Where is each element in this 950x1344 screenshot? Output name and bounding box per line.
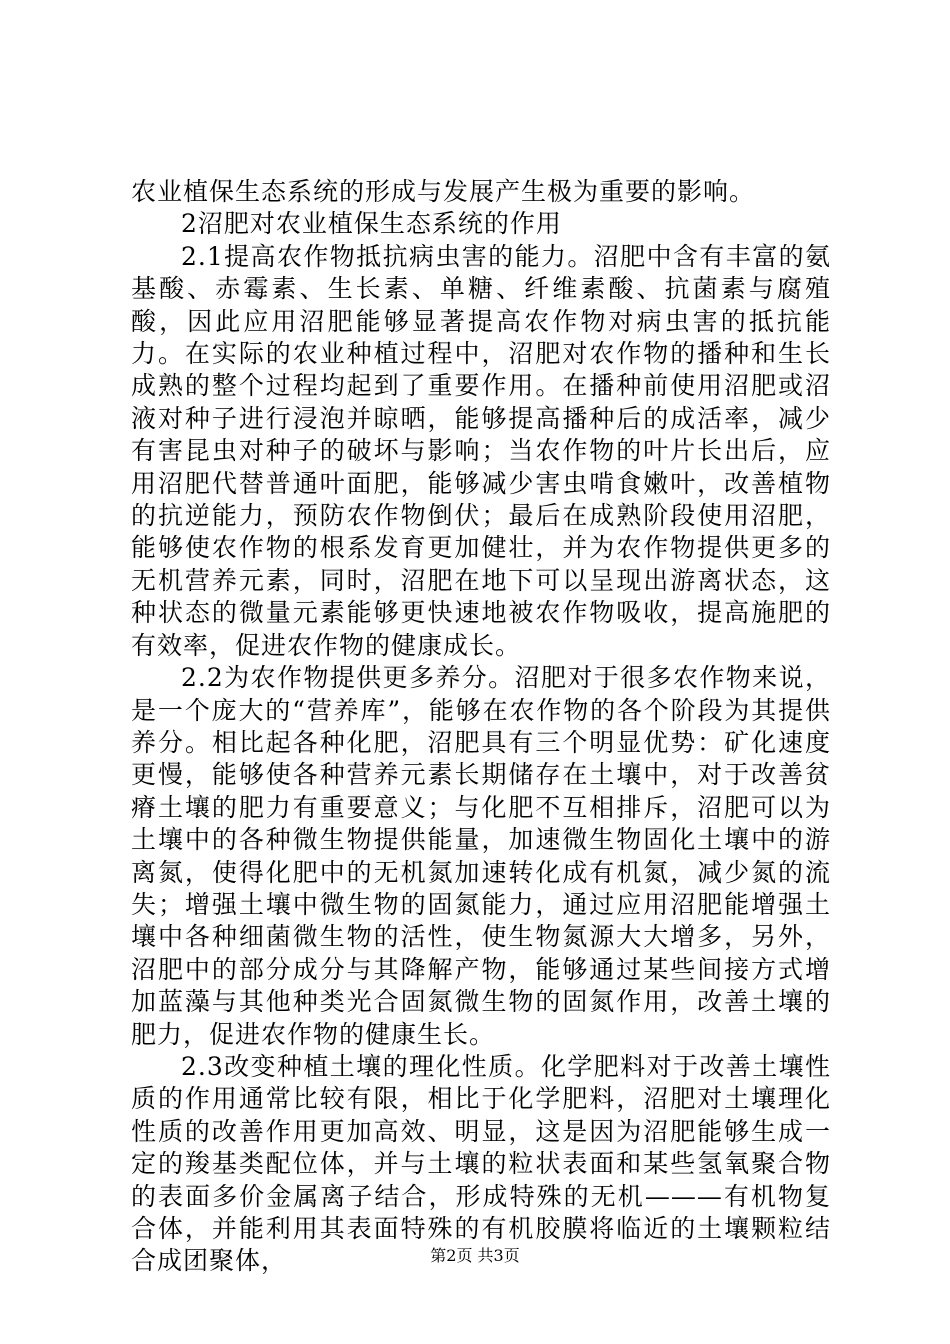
section-heading: 2沼肥对农业植保生态系统的作用: [181, 209, 562, 239]
paragraph-2-1: 2.1提高农作物抵抗病虫害的能力。沼肥中含有丰富的氨基酸、赤霉素、生长素、单糖、纤维素酸、抗菌素与腐殖酸，因此应用沼肥能够显著提高农作物对病虫害的抵抗能力。在实际的农业种植过程中，沼肥对农作物的播种和生长成熟的整个过程均起到了重要作用。在播种前使用沼肥或沼液对种子进行浸泡并晾晒，能够提高播种后的成活率，减少有害昆虫对种子的破坏与影响；当农作物的叶片长出后，应用沼肥代替普通叶面肥，能够减少害虫啃食嫩叶，改善植物的抗逆能力，预防农作物倒伏；最后在成熟阶段使用沼肥，能够使农作物的根系发育更加健壮，并为农作物提供更多的无机营养元素，同时，沼肥在地下可以呈现出游离状态，这种状态的微量元素能够更快速地被农作物吸收，提高施肥的有效率，促进农作物的健康成长。: [131, 241, 831, 660]
paragraph-2-2: 2.2为农作物提供更多养分。沼肥对于很多农作物来说，是一个庞大的“营养库”，能够在农作物的各个阶段为其提供养分。相比起各种化肥，沼肥具有三个明显优势：矿化速度更慢，能够使各种营养元素长期储存在土壤中，对于改善贫瘠土壤的肥力有重要意义；与化肥不互相排斥，沼肥可以为土壤中的各种微生物提供能量，加速微生物固化土壤中的游离氮，使得化肥中的无机氮加速转化成有机氮，减少氮的流失；增强土壤中微生物的固氮能力，通过应用沼肥能增强土壤中各种细菌微生物的活性，使生物氮源大大增多，另外，沼肥中的部分成分与其降解产物，能够通过某些间接方式增加蓝藻与其他种类光合固氮微生物的固氮作用，改善土壤的肥力，促进农作物的健康生长。: [131, 663, 831, 1049]
document-body: [131, 176, 831, 1278]
paragraph-2-3: 2.3改变种植土壤的理化性质。化学肥料对于改善土壤性质的作用通常比较有限，相比于化学肥料，沼肥对土壤理化性质的改善作用更加高效、明显，这是因为沼肥能够生成一定的羧基类配位体，并与土壤的粒状表面和某些氢氧聚合物的表面多价金属离子结合，形成特殊的无机———有机物复合体，并能利用其表面特殊的有机胶膜将临近的土壤颗粒结合成团聚体，: [131, 1051, 831, 1276]
page-footer: 第2页 共3页: [430, 1246, 520, 1265]
paragraph-continuation: 农业植保生态系统的形成与发展产生极为重要的影响。: [131, 177, 756, 206]
